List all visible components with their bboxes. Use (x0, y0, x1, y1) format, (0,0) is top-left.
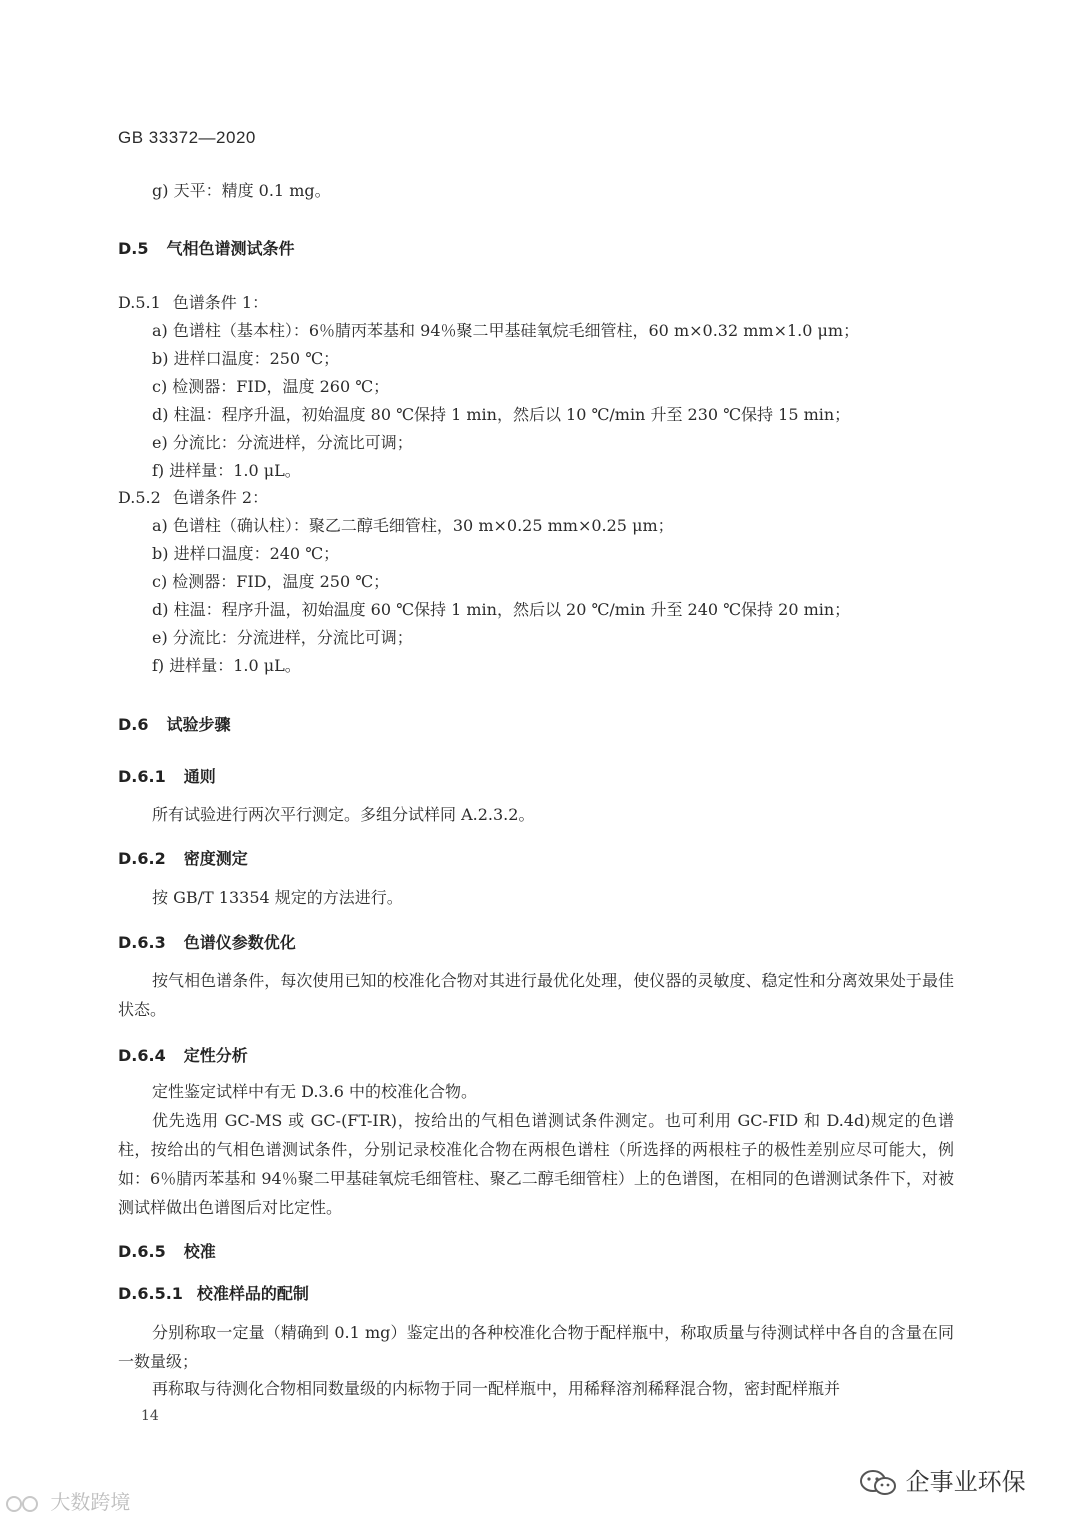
section-title: 色谱条件 1： (172, 293, 269, 312)
list-item: b) 进样口温度：250 ℃； (152, 349, 340, 368)
subsection-heading-d52 (118, 487, 268, 509)
section-number: D.6.4 (118, 1046, 166, 1065)
subsection-heading-d62 (118, 846, 248, 869)
section-title: 试验步骤 (166, 715, 231, 734)
subsection-heading-d61 (118, 764, 216, 787)
watermark-left (4, 1486, 130, 1515)
section-title: 气相色谱测试条件 (166, 239, 295, 258)
list-item: c) 检测器：FID，温度 260 ℃； (152, 377, 390, 396)
section-title: 色谱仪参数优化 (183, 933, 296, 952)
page-number: 14 (141, 1408, 159, 1424)
wechat-account-name: 企事业环保 (905, 1468, 1026, 1496)
paragraph: 按气相色谱条件，每次使用已知的校准化合物对其进行最优化处理，使仪器的灵敏度、稳定性和分离效果处于最佳状态。 (118, 971, 954, 1019)
paragraph: 定性鉴定试样中有无 D.3.6 中的校准化合物。 (152, 1082, 477, 1101)
list-item: e) 分流比：分流进样，分流比可调； (152, 433, 413, 452)
subsection-heading-d63 (118, 930, 296, 953)
section-number: D.6.5 (118, 1242, 166, 1261)
paragraph: 优先选用 GC-MS 或 GC-(FT-IR)，按给出的气相色谱测试条件测定。也可利用 GC-FID 和 D.4d)规定的色谱柱，按给出的气相色谱测试条件，分别记录校准化合物在两根色谱柱（所选择的两根柱子的极性差别应尽可能大，例如：6％腈丙苯基和 94％聚二甲基硅氧烷毛细管柱、聚乙二醇毛细管柱）上的色谱图，在相同的色谱测试条件下，对被测试样做出色谱图后对比定性。 (118, 1111, 954, 1217)
paragraph: 分别称取一定量（精确到 0.1 mg）鉴定出的各种校准化合物于配样瓶中，称取质量与待测试样中各自的含量在同一数量级； (118, 1323, 954, 1371)
subsection-heading-d65 (118, 1239, 216, 1262)
list-item: a) 色谱柱（确认柱）：聚乙二醇毛细管柱，30 m×0.25 mm×0.25 μm； (152, 516, 674, 535)
section-number: D.6.2 (118, 849, 166, 868)
list-item: g) 天平：精度 0.1 mg。 (152, 181, 331, 200)
subsection-heading-d651 (118, 1281, 309, 1304)
list-item: f) 进样量：1.0 μL。 (152, 461, 301, 480)
section-number: D.5.2 (118, 488, 161, 507)
watermark-logo-icon (4, 1493, 44, 1515)
list-item: d) 柱温：程序升温，初始温度 60 ℃保持 1 min，然后以 20 ℃/min 升至 240 ℃保持 20 min； (152, 600, 851, 619)
list-item: d) 柱温：程序升温，初始温度 80 ℃保持 1 min，然后以 10 ℃/min 升至 230 ℃保持 15 min； (152, 405, 851, 424)
section-number: D.5.1 (118, 293, 161, 312)
subsection-heading-d51 (118, 292, 268, 314)
section-number: D.6.3 (118, 933, 166, 952)
paragraph: 按 GB/T 13354 规定的方法进行。 (152, 888, 403, 907)
list-item: c) 检测器：FID，温度 250 ℃； (152, 572, 390, 591)
list-item: e) 分流比：分流进样，分流比可调； (152, 628, 413, 647)
watermark-text: 大数跨境 (50, 1490, 131, 1514)
subsection-heading-d64 (118, 1043, 248, 1066)
section-title: 色谱条件 2： (172, 488, 269, 507)
wechat-icon (858, 1468, 898, 1498)
section-title: 校准样品的配制 (196, 1284, 309, 1303)
list-item: f) 进样量：1.0 μL。 (152, 656, 301, 675)
section-heading-d6 (118, 712, 231, 735)
standard-code: GB 33372—2020 (118, 128, 256, 147)
section-number: D.6.5.1 (118, 1284, 183, 1303)
section-title: 校准 (183, 1242, 216, 1261)
list-item: a) 色谱柱（基本柱）：6％腈丙苯基和 94％聚二甲基硅氧烷毛细管柱，60 m×0.32 mm×1.0 μm； (152, 321, 860, 340)
wechat-watermark (858, 1462, 1026, 1498)
section-title: 定性分析 (183, 1046, 248, 1065)
paragraph: 再称取与待测化合物相同数量级的内标物于同一配样瓶中，用稀释溶剂稀释混合物，密封配样瓶并 (152, 1379, 841, 1398)
list-item: b) 进样口温度：240 ℃； (152, 544, 340, 563)
section-number: D.6 (118, 715, 149, 734)
section-title: 通则 (183, 767, 216, 786)
paragraph: 所有试验进行两次平行测定。多组分试样同 A.2.3.2。 (152, 805, 535, 824)
section-heading-d5 (118, 236, 295, 259)
section-number: D.5 (118, 239, 149, 258)
section-title: 密度测定 (183, 849, 248, 868)
section-number: D.6.1 (118, 767, 166, 786)
